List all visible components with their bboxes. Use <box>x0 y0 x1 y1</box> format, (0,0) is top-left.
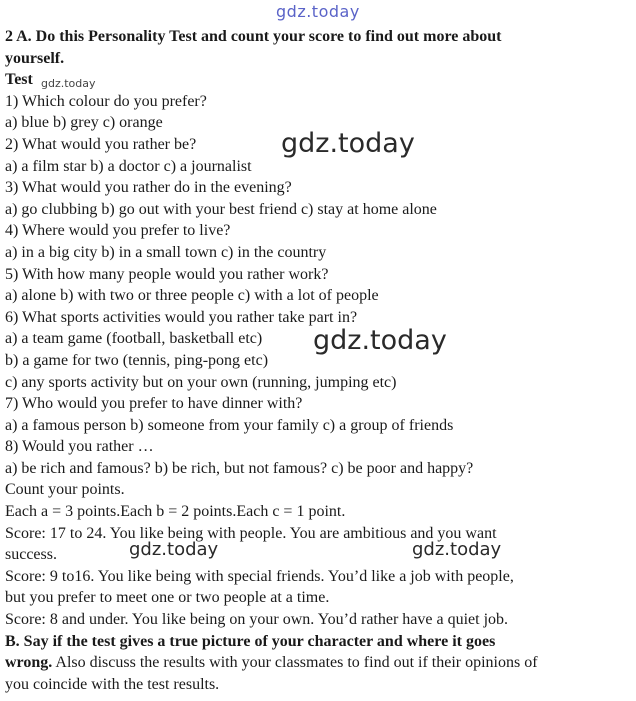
exercise-page <box>5 26 631 695</box>
question-7: 7) Who would you prefer to have dinner with? <box>5 395 303 413</box>
score-mid-cont: but you prefer to meet one or two people at a time. <box>5 589 330 607</box>
points-rule: Each a = 3 points.Each b = 2 points.Each c = 1 point. <box>5 503 346 521</box>
watermark-small: gdz.today <box>41 77 96 90</box>
answers-3: a) go clubbing b) go out with your best friend c) stay at home alone <box>5 200 437 218</box>
answers-2: a) a film star b) a doctor c) a journalist <box>5 157 252 175</box>
watermark-big-1: gdz.today <box>281 128 415 159</box>
watermark-big-2: gdz.today <box>313 325 447 356</box>
score-low: Score: 8 and under. You like being on your own. You’d rather have a quiet job. <box>5 611 509 629</box>
task-b-line2 <box>5 652 631 674</box>
score-high-cont: success. <box>5 546 57 564</box>
answer-6c: c) any sports activity but on your own (running, jumping etc) <box>5 373 397 391</box>
question-3: 3) What would you rather do in the evening? <box>5 179 292 197</box>
answers-4: a) in a big city b) in a small town c) in the country <box>5 243 327 261</box>
watermark-mid-2: gdz.today <box>412 539 502 560</box>
watermark-mid-1: gdz.today <box>129 539 219 560</box>
count-points: Count your points. <box>5 481 125 499</box>
score-mid: Score: 9 to16. You like being with special friends. You’d like a job with people, <box>5 567 514 585</box>
answers-8: a) be rich and famous? b) be rich, but not famous? c) be poor and happy? <box>5 459 474 477</box>
question-2: 2) What would you rather be? <box>5 135 197 153</box>
question-4: 4) Where would you prefer to live? <box>5 222 231 240</box>
question-5: 5) With how many people would you rather work? <box>5 265 329 283</box>
task-b-heading: B. Say if the test gives a true picture of your character and where it goes <box>5 632 496 650</box>
task-b-line3: you coincide with the test results. <box>5 675 220 693</box>
answer-6b: b) a game for two (tennis, ping-pong etc) <box>5 351 269 369</box>
question-1: 1) Which colour do you prefer? <box>5 92 207 110</box>
test-label: Test <box>5 71 33 89</box>
watermark-top: gdz.today <box>276 2 360 21</box>
task-b-instruction: Also discuss the results with your classmates to find out if their opinions of <box>52 654 538 672</box>
score-high: Score: 17 to 24. You like being with people. You are ambitious and you want <box>5 524 497 542</box>
task-a-heading: 2 A. Do this Personality Test and count your score to find out more about <box>5 28 502 45</box>
answers-7: a) a famous person b) someone from your family c) a group of friends <box>5 416 454 434</box>
question-6: 6) What sports activities would you rather take part in? <box>5 308 358 326</box>
question-8: 8) Would you rather … <box>5 438 154 456</box>
answer-6a: a) a team game (football, basketball etc) <box>5 330 263 348</box>
answers-1: a) blue b) grey c) orange <box>5 114 163 132</box>
answers-5: a) alone b) with two or three people c) with a lot of people <box>5 287 379 305</box>
task-b-bold-word: wrong. <box>5 654 53 672</box>
task-a-heading-cont: yourself. <box>5 49 65 67</box>
